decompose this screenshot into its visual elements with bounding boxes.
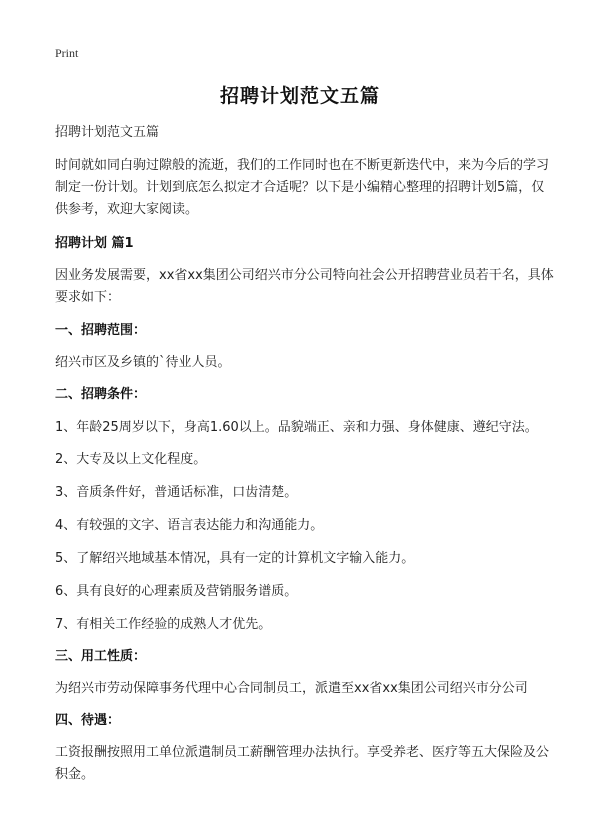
condition-item-2: 2、大专及以上文化程度。 xyxy=(55,452,207,467)
benefits-paragraph: 工资报酬按照用工单位派遣制员工薪酬管理办法执行。享受养老、医疗等五大保险及公积金。 xyxy=(55,745,550,782)
condition-item-3: 3、音质条件好，普通话标准，口齿清楚。 xyxy=(55,485,298,500)
heading-benefits: 四、待遇： xyxy=(55,713,121,728)
heading-conditions: 二、招聘条件： xyxy=(55,387,147,402)
section-intro-paragraph: 因业务发展需要，xx省xx集团公司绍兴市分公司特向社会公开招聘营业员若干名，具体要求如下： xyxy=(55,268,554,305)
condition-item-7: 7、有相关工作经验的成熟人才优先。 xyxy=(55,617,272,632)
section-title: 招聘计划 篇1 xyxy=(55,236,134,251)
print-label: Print xyxy=(55,46,79,60)
condition-item-4: 4、有较强的文字、语言表达能力和沟通能力。 xyxy=(55,518,324,533)
condition-item-5: 5、了解绍兴地域基本情况，具有一定的计算机文字输入能力。 xyxy=(55,551,415,566)
employment-paragraph: 为绍兴市劳动保障事务代理中心合同制员工，派遣至xx省xx集团公司绍兴市分公司 xyxy=(55,681,528,696)
heading-scope: 一、招聘范围： xyxy=(55,323,147,338)
heading-employment: 三、用工性质： xyxy=(55,649,147,664)
article-body xyxy=(55,122,555,786)
page-title: 招聘计划范文五篇 xyxy=(219,85,380,107)
condition-item-6: 6、具有良好的心理素质及营销服务谱质。 xyxy=(55,584,298,599)
intro-paragraph: 时间就如同白驹过隙般的流逝，我们的工作同时也在不断更新迭代中，来为今后的学习制定一份计划。计划到底怎么拟定才合适呢？以下是小编精心整理的招聘计划5篇，仅供参考，欢迎大家阅读。 xyxy=(55,158,550,217)
article-subtitle: 招聘计划范文五篇 xyxy=(55,125,160,140)
scope-paragraph: 绍兴市区及乡镇的`待业人员。 xyxy=(55,355,231,370)
condition-item-1: 1、年龄25周岁以下，身高1.60以上。品貌端正、亲和力强、身体健康、遵纪守法。 xyxy=(55,420,538,435)
